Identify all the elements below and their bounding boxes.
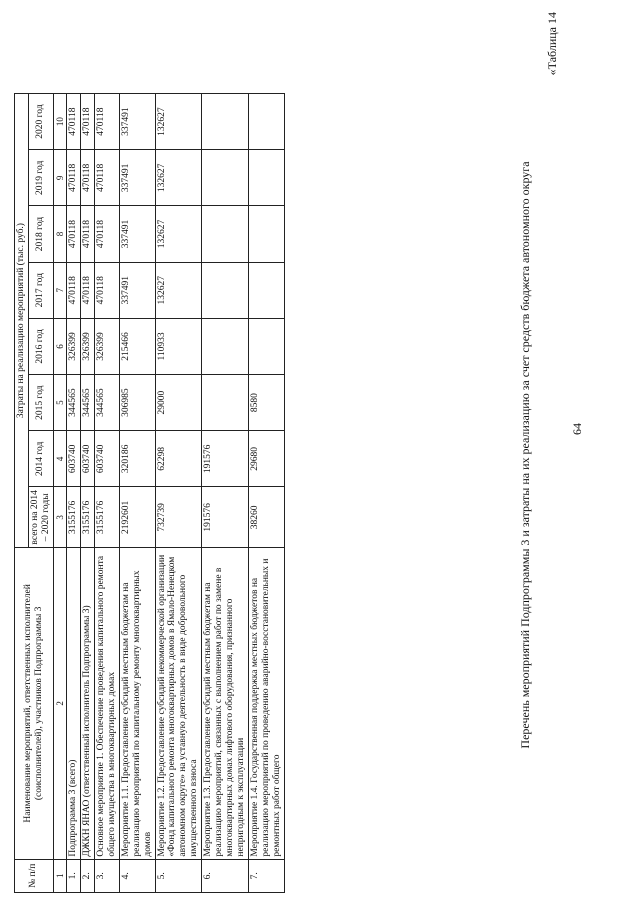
- row-name: ДЖКН ЯНАО (ответственный исполнитель Подпрограммы 3): [81, 548, 95, 859]
- row-year-value: 603740: [94, 431, 119, 487]
- row-total-value: 38260: [248, 487, 284, 548]
- row-year-value: 29000: [155, 375, 202, 431]
- row-year-value: [248, 262, 284, 318]
- row-year-value: 215466: [119, 318, 155, 374]
- row-year-value: 306985: [119, 375, 155, 431]
- table-row: [155, 94, 202, 893]
- row-total-value: 3155176: [81, 487, 95, 548]
- header-total: всего на 2014 – 2020 годы: [28, 487, 53, 548]
- row-number: 5.: [155, 859, 202, 892]
- row-year-value: 110933: [155, 318, 202, 374]
- header-year: 2017 год: [28, 262, 53, 318]
- column-index: 4: [53, 431, 66, 487]
- row-total-value: 2192601: [119, 487, 155, 548]
- row-number: 1.: [67, 859, 81, 892]
- document-title: Перечень мероприятий Подпрограммы 3 и затраты на их реализацию за счет средств бюджета автономного округа: [518, 161, 532, 749]
- table-label: «Таблица 14: [545, 12, 559, 76]
- row-year-value: 8580: [248, 375, 284, 431]
- column-index: 9: [53, 150, 66, 206]
- header-num: № п/п: [15, 859, 54, 892]
- column-index: 5: [53, 375, 66, 431]
- column-index: 6: [53, 318, 66, 374]
- row-year-value: 470118: [67, 262, 81, 318]
- column-index-row: [53, 94, 66, 893]
- column-index: 7: [53, 262, 66, 318]
- row-name: Мероприятие 1.3. Предоставление субсидий местным бюджетам на реализацию мероприятий, связанных с выполнением работ по замене в многоквартирных домах лифтового оборудования, признанного непригодным к эксплуатации: [202, 548, 249, 859]
- header-row-group: [15, 94, 29, 893]
- row-name: Мероприятие 1.4. Государственная поддержка местных бюджетов на реализацию мероприятий по проведению аварийно-восстановительных и ремонтных работ общего: [248, 548, 284, 859]
- row-year-value: [248, 94, 284, 150]
- row-year-value: [202, 262, 249, 318]
- row-year-value: 470118: [67, 94, 81, 150]
- header-year: 2014 год: [28, 431, 53, 487]
- row-year-value: [202, 206, 249, 262]
- row-total-value: 3155176: [94, 487, 119, 548]
- header-year: 2020 год: [28, 94, 53, 150]
- header-year: 2018 год: [28, 206, 53, 262]
- row-number: 6.: [202, 859, 249, 892]
- row-year-value: [248, 318, 284, 374]
- row-name: Мероприятие 1.1. Предоставление субсидий местным бюджетам на реализацию мероприятий по капитальному ремонту многоквартирных домов: [119, 548, 155, 859]
- row-year-value: 470118: [94, 94, 119, 150]
- row-year-value: 132627: [155, 150, 202, 206]
- row-name: Подпрограмма 3 (всего): [67, 548, 81, 859]
- row-year-value: 191576: [202, 431, 249, 487]
- row-year-value: 603740: [81, 431, 95, 487]
- row-year-value: 470118: [94, 262, 119, 318]
- table-row: [119, 94, 155, 893]
- header-year: 2019 год: [28, 150, 53, 206]
- expenditure-table: [14, 93, 285, 893]
- row-year-value: 326399: [81, 318, 95, 374]
- row-year-value: 337491: [119, 262, 155, 318]
- row-year-value: [248, 150, 284, 206]
- row-year-value: 29680: [248, 431, 284, 487]
- row-year-value: 470118: [81, 262, 95, 318]
- column-index: 8: [53, 206, 66, 262]
- row-year-value: 132627: [155, 206, 202, 262]
- row-number: 4.: [119, 859, 155, 892]
- row-year-value: 470118: [81, 94, 95, 150]
- row-year-value: 344565: [67, 375, 81, 431]
- table-row: [67, 94, 81, 893]
- row-year-value: 337491: [119, 94, 155, 150]
- row-year-value: 62298: [155, 431, 202, 487]
- header-name: Наименование мероприятий, ответственных исполнителей (соисполнителей), участников Подпрограммы 3: [15, 548, 54, 859]
- table-row: [94, 94, 119, 893]
- row-year-value: 320186: [119, 431, 155, 487]
- table-row: [202, 94, 249, 893]
- row-number: 7.: [248, 859, 284, 892]
- row-year-value: 344565: [94, 375, 119, 431]
- table-body: [67, 94, 285, 893]
- row-year-value: 470118: [81, 206, 95, 262]
- row-year-value: 470118: [94, 206, 119, 262]
- header-year: 2016 год: [28, 318, 53, 374]
- row-year-value: [202, 375, 249, 431]
- column-index: 3: [53, 487, 66, 548]
- column-index: 10: [53, 94, 66, 150]
- row-year-value: 470118: [67, 206, 81, 262]
- row-name: Мероприятие 1.2. Предоставление субсидий некоммерческой организации «Фонд капитального ремонта многоквартирных домов в Ямало-Ненецком автономном округе» на уставную деятельность в виде добровольного имущественного взноса: [155, 548, 202, 859]
- row-year-value: 326399: [94, 318, 119, 374]
- column-index: 1: [53, 859, 66, 892]
- row-year-value: [202, 318, 249, 374]
- row-name: Основное мероприятие 1. Обеспечение проведения капитального ремонта общего имущества в многоквартирных домах: [94, 548, 119, 859]
- page-number: 64: [570, 423, 584, 435]
- row-year-value: 470118: [94, 150, 119, 206]
- row-year-value: 470118: [67, 150, 81, 206]
- table-row: [81, 94, 95, 893]
- row-year-value: 470118: [81, 150, 95, 206]
- row-year-value: 337491: [119, 206, 155, 262]
- column-index: 2: [53, 548, 66, 859]
- row-year-value: [202, 150, 249, 206]
- row-number: 3.: [94, 859, 119, 892]
- row-year-value: [202, 94, 249, 150]
- header-costs-group: Затраты на реализацию мероприятий (тыс. руб.): [15, 94, 29, 548]
- row-year-value: 132627: [155, 94, 202, 150]
- row-total-value: 732739: [155, 487, 202, 548]
- header-year: 2015 год: [28, 375, 53, 431]
- table-row: [248, 94, 284, 893]
- row-year-value: 326399: [67, 318, 81, 374]
- row-year-value: 337491: [119, 150, 155, 206]
- row-year-value: 344565: [81, 375, 95, 431]
- row-year-value: 132627: [155, 262, 202, 318]
- row-total-value: 3155176: [67, 487, 81, 548]
- row-total-value: 191576: [202, 487, 249, 548]
- row-number: 2.: [81, 859, 95, 892]
- row-year-value: 603740: [67, 431, 81, 487]
- row-year-value: [248, 206, 284, 262]
